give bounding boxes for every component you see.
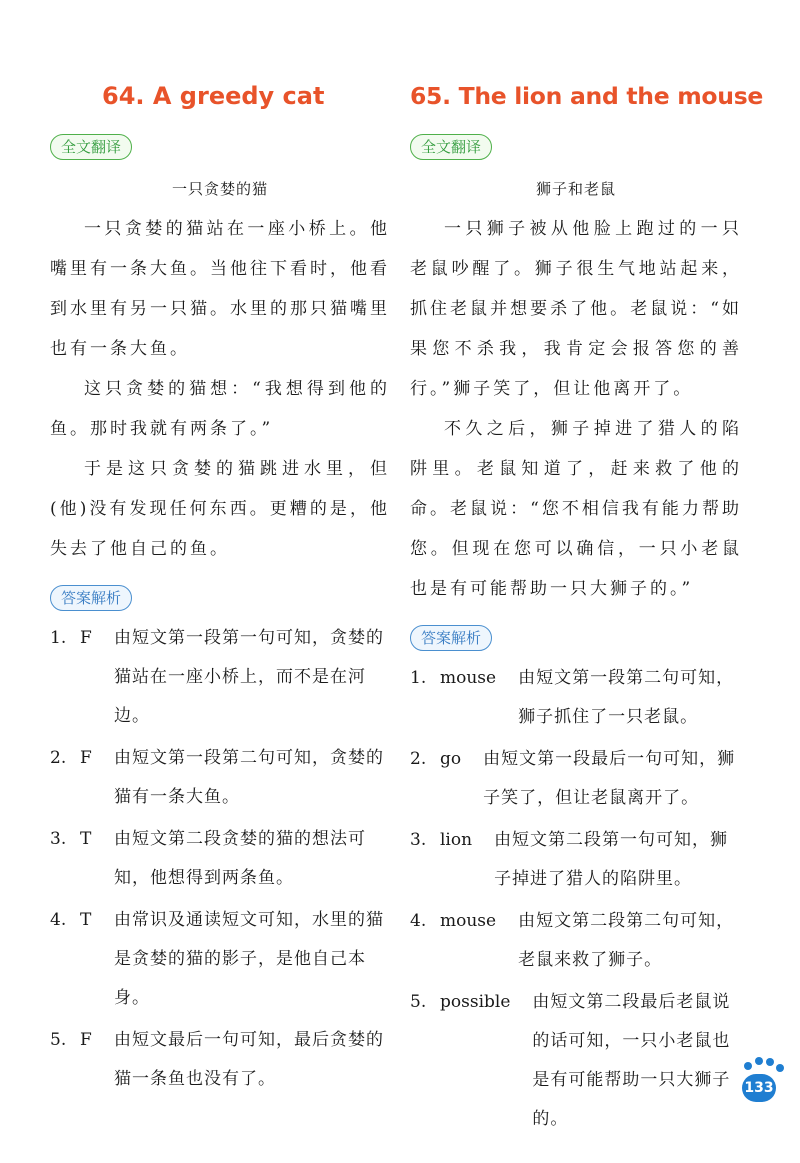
page-number: 133 <box>742 1074 776 1102</box>
answer-explanation: 由短文第一段第一句可知，贪婪的猫站在一座小桥上，而不是在河边。 <box>114 628 384 726</box>
right-subtitle: 狮子和老鼠 <box>535 180 616 198</box>
answer-number: 1. <box>410 668 427 688</box>
answer-number: 2. <box>410 749 427 769</box>
answer-item <box>410 902 742 980</box>
answer-key: T <box>80 829 92 849</box>
answer-explanation: 由短文第二段最后老鼠说的话可知，一只小老鼠也是有可能帮助一只大狮子的。 <box>532 992 731 1129</box>
answer-number: 4. <box>50 910 67 930</box>
right-paragraph: 不久之后，狮子掉进了猎人的陷阱里。老鼠知道了，赶来救了他的命。老鼠说：“您不相信我有能力帮助您。但现在您可以确信，一只小老鼠也是有可能帮助一只大狮子的。” <box>410 419 742 599</box>
answer-number: 3. <box>50 829 67 849</box>
right-answer-label: 答案解析 <box>410 625 492 651</box>
answer-key: go <box>440 749 462 769</box>
right-title: 65. The lion and the mouse <box>410 82 764 110</box>
answer-number: 5. <box>410 992 427 1012</box>
left-translation-label: 全文翻译 <box>50 134 132 160</box>
answer-key: mouse <box>440 911 497 931</box>
left-subtitle: 一只贪婪的猫 <box>171 180 268 198</box>
paw-icon <box>766 1058 774 1066</box>
answer-explanation: 由短文最后一句可知，最后贪婪的猫一条鱼也没有了。 <box>114 1030 384 1089</box>
answer-item <box>50 1021 390 1099</box>
answer-number: 2. <box>50 748 67 768</box>
answer-explanation: 由短文第一段第二句可知，贪婪的猫有一条大鱼。 <box>114 748 384 807</box>
answer-number: 4. <box>410 911 427 931</box>
right-answers <box>410 659 742 1139</box>
answer-key: possible <box>440 992 511 1012</box>
paw-icon <box>755 1057 763 1065</box>
answer-key: T <box>80 910 92 930</box>
answer-item <box>50 901 390 1018</box>
answer-item <box>50 619 390 736</box>
answer-key: mouse <box>440 668 497 688</box>
answer-explanation: 由短文第一段第二句可知，狮子抓住了一只老鼠。 <box>518 668 735 727</box>
answer-key: lion <box>440 830 473 850</box>
answer-explanation: 由短文第二段贪婪的猫的想法可知，他想得到两条鱼。 <box>114 829 366 888</box>
answer-key: F <box>80 748 92 768</box>
answer-item <box>50 739 390 817</box>
left-column <box>50 74 390 1102</box>
left-paragraph: 这只贪婪的猫想：“我想得到他的鱼。那时我就有两条了。” <box>50 379 390 439</box>
answer-number: 3. <box>410 830 427 850</box>
answer-explanation: 由短文第二段第一句可知，狮子掉进了猎人的陷阱里。 <box>494 830 729 889</box>
answer-item <box>410 659 742 737</box>
left-paragraph: 于是这只贪婪的猫跳进水里，但(他)没有发现任何东西。更糟的是，他失去了他自己的鱼。 <box>50 459 390 559</box>
answer-number: 5. <box>50 1030 67 1050</box>
paw-icon <box>744 1062 752 1070</box>
answer-explanation: 由短文第一段最后一句可知，狮子笑了，但让老鼠离开了。 <box>483 749 736 808</box>
answer-explanation: 由常识及通读短文可知，水里的猫是贪婪的猫的影子，是他自己本身。 <box>114 910 384 1008</box>
left-title: 64. A greedy cat <box>102 82 325 110</box>
left-paragraph: 一只贪婪的猫站在一座小桥上。他嘴里有一条大鱼。当他往下看时，他看到水里有另一只猫。水里的那只猫嘴里也有一条大鱼。 <box>50 219 390 359</box>
answer-key: F <box>80 628 92 648</box>
answer-number: 1. <box>50 628 67 648</box>
paw-icon <box>776 1064 784 1072</box>
answer-item <box>410 821 742 899</box>
answer-item <box>410 740 742 818</box>
answer-item <box>50 820 390 898</box>
left-answer-label: 答案解析 <box>50 585 132 611</box>
left-answers <box>50 619 390 1099</box>
answer-key: F <box>80 1030 92 1050</box>
right-paragraph: 一只狮子被从他脸上跑过的一只老鼠吵醒了。狮子很生气地站起来，抓住老鼠并想要杀了他。老鼠说：“如果您不杀我，我肯定会报答您的善行。”狮子笑了，但让他离开了。 <box>410 219 742 399</box>
answer-item <box>410 983 742 1139</box>
right-translation-label: 全文翻译 <box>410 134 492 160</box>
answer-explanation: 由短文第二段第二句可知，老鼠来救了狮子。 <box>518 911 735 970</box>
